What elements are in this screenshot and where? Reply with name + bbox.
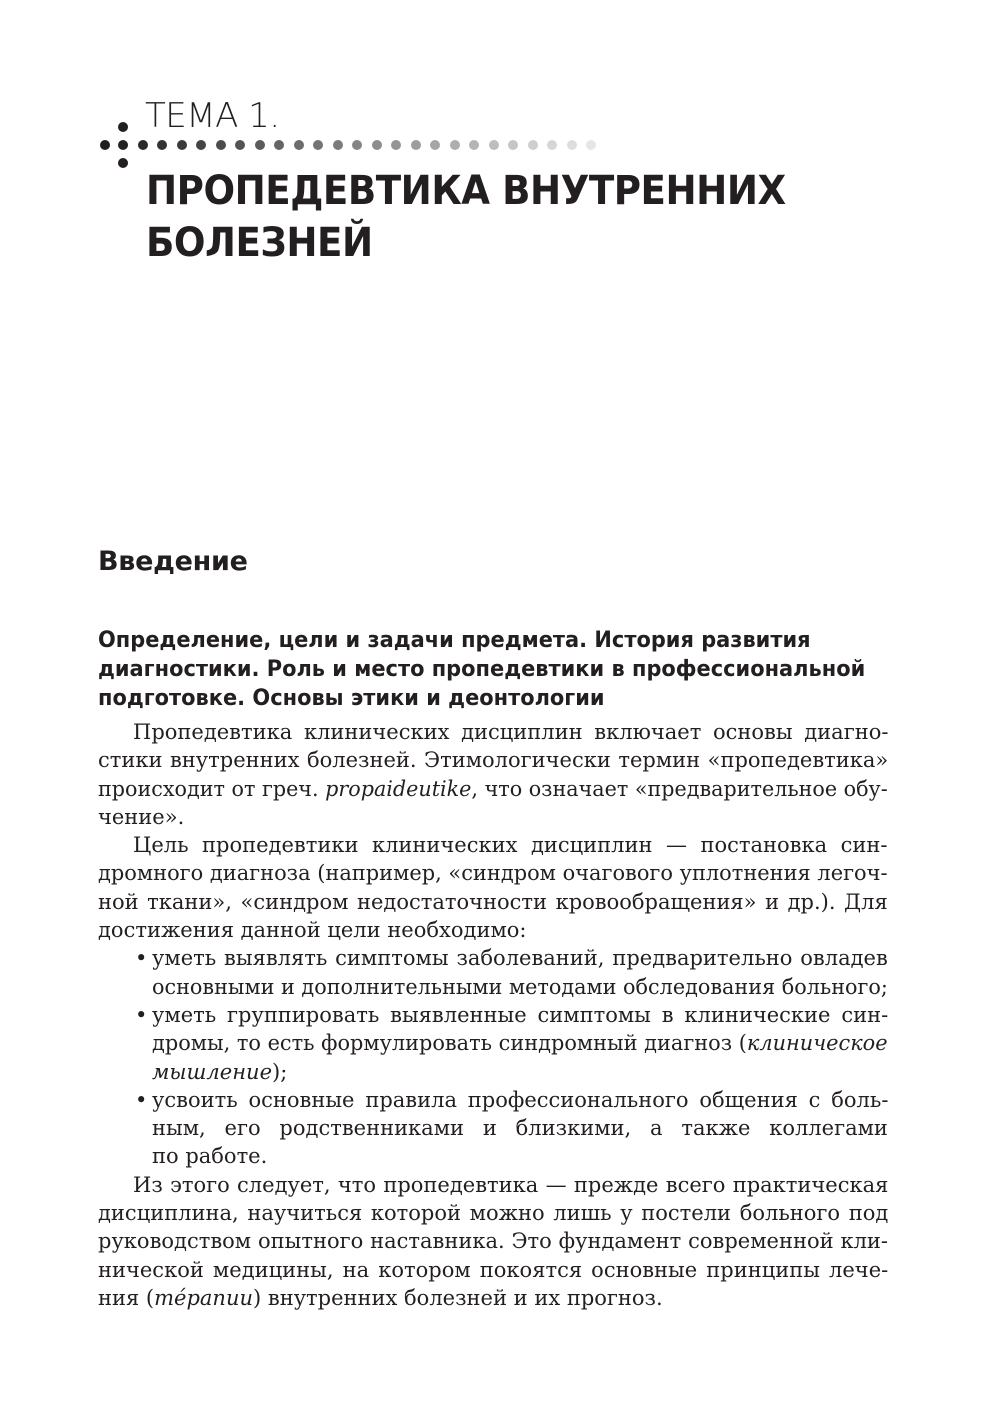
text-line: Из этого следует, что пропедевтика — прежде всего практическая bbox=[133, 1172, 889, 1197]
paragraph bbox=[98, 831, 888, 944]
subsection-title-line: диагностики. Роль и место пропедевтики в профессиональной bbox=[98, 656, 866, 682]
bullet-marker: • bbox=[135, 1087, 148, 1112]
ornament-dot bbox=[508, 140, 518, 150]
text-line: ной ткани», «синдром недостаточности кровообращения» и др.). Для bbox=[98, 889, 888, 914]
ornament-dot bbox=[411, 140, 421, 150]
subsection-title-line: подготовке. Основы этики и деонтологии bbox=[98, 685, 605, 711]
ornament-dot bbox=[352, 140, 362, 150]
ornament-dot bbox=[528, 140, 538, 150]
text-line: • уметь группировать выявленные симптомы в клинические син- bbox=[98, 1001, 888, 1029]
text-line: дромного диагноза (например, «синдром очагового уплотнения легоч- bbox=[98, 861, 888, 886]
ornament-dot bbox=[196, 140, 206, 150]
ornament-dot bbox=[372, 140, 382, 150]
ornament-dot bbox=[489, 140, 499, 150]
text-line: руководством опытного наставника. Это фундамент современной кли- bbox=[98, 1229, 889, 1254]
text-line: Пропедевтика клинических дисциплин включает основы диагно- bbox=[133, 720, 889, 744]
ornament-dot bbox=[430, 140, 440, 150]
chapter-title bbox=[146, 165, 853, 269]
ornament-dot bbox=[469, 140, 479, 150]
list-item bbox=[98, 1086, 888, 1171]
ornament-dot bbox=[177, 140, 187, 150]
text-line: происходит от греч. propaideutike, что означает «предварительное обу- bbox=[98, 776, 888, 801]
text-line: достижения данной цели необходимо: bbox=[98, 918, 527, 943]
ornament-dot bbox=[547, 140, 557, 150]
bullet-list bbox=[98, 944, 888, 1170]
text-line: дисциплина, научиться которой можно лишь у постели больного под bbox=[98, 1201, 889, 1226]
ornament-dot bbox=[118, 140, 128, 150]
chapter-title-line: ПРОПЕДЕВТИКА ВНУТРЕННИХ bbox=[146, 168, 786, 214]
text-line: ным, его родственниками и близкими, а также коллегами bbox=[152, 1116, 888, 1141]
list-item bbox=[98, 1001, 888, 1086]
ornament-dot bbox=[235, 140, 245, 150]
ornament-dot bbox=[216, 140, 226, 150]
text-line: по работе. bbox=[152, 1144, 268, 1169]
body-text bbox=[98, 718, 888, 1312]
ornament-dot bbox=[118, 158, 128, 168]
chapter-title-line: БОЛЕЗНЕЙ bbox=[146, 220, 373, 266]
text-line: основными и дополнительными методами обследования больного; bbox=[152, 974, 888, 999]
bullet-marker: • bbox=[135, 946, 148, 971]
ornament-dot bbox=[118, 122, 128, 132]
ornament-dot bbox=[567, 140, 577, 150]
text-line: стики внутренних болезней. Этимологически термин «пропедевтика» bbox=[98, 748, 889, 773]
text-line: • усвоить основные правила профессионального общения с боль- bbox=[98, 1086, 888, 1114]
ornament-dot bbox=[294, 140, 304, 150]
ornament-dot bbox=[255, 140, 265, 150]
ornament-dot bbox=[100, 140, 110, 150]
text-line: ния (тéрапии) внутренних болезней и их прогноз. bbox=[98, 1285, 663, 1310]
bullet-marker: • bbox=[135, 1002, 148, 1027]
ornament-dot bbox=[450, 140, 460, 150]
text-line: Цель пропедевтики клинических дисциплин — постановка син- bbox=[133, 833, 888, 858]
list-item bbox=[98, 944, 888, 1001]
text-line: чение». bbox=[98, 804, 185, 829]
ornament-dot bbox=[586, 140, 596, 150]
subsection-title bbox=[98, 626, 866, 713]
ornament-dot bbox=[313, 140, 323, 150]
paragraph bbox=[98, 718, 888, 831]
ornament-dot bbox=[138, 140, 148, 150]
text-line: дромы, то есть формулировать синдромный диагноз (клиническое bbox=[152, 1031, 888, 1056]
section-title: Введение bbox=[98, 546, 248, 577]
ornament-dot bbox=[274, 140, 284, 150]
theme-number: ТЕМА 1. bbox=[145, 96, 280, 136]
greek-term: propaideutike bbox=[325, 776, 472, 801]
ornament-dot bbox=[157, 140, 167, 150]
paragraph bbox=[98, 1171, 888, 1312]
text-line: нической медицины, на котором покоятся основные принципы лече- bbox=[98, 1257, 889, 1282]
decorative-dot-ornament bbox=[0, 0, 600, 175]
text-line: мышление); bbox=[152, 1059, 288, 1084]
ornament-dot bbox=[391, 140, 401, 150]
ornament-dot bbox=[333, 140, 343, 150]
text-line: • уметь выявлять симптомы заболеваний, предварительно овладев bbox=[98, 944, 888, 972]
subsection-title-line: Определение, цели и задачи предмета. История развития bbox=[98, 627, 811, 653]
